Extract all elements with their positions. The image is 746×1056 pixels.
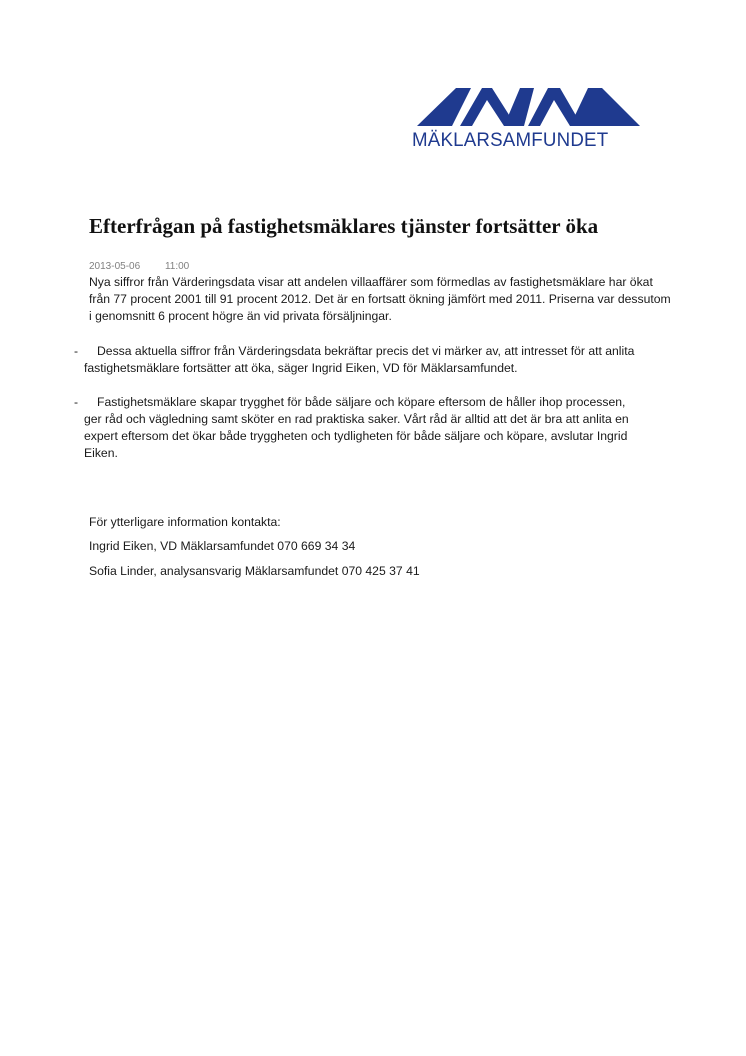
logo-wordmark: MÄKLARSAMFUNDET xyxy=(412,129,609,151)
article-meta xyxy=(89,261,189,273)
contact-line: Sofia Linder, analysansvarig Mäklarsamfundet 070 425 37 41 xyxy=(89,564,420,578)
contact-line: Ingrid Eiken, VD Mäklarsamfundet 070 669 34 34 xyxy=(89,539,356,553)
roofs-logo-icon xyxy=(412,86,644,130)
maklarsamfundet-logo xyxy=(412,86,644,156)
quote-bullet-1-text: Dessa aktuella siffror från Värderingsdata bekräftar precis det vi märker av, att intresset för att anlita fastighetsmäklare fortsätter att öka, säger Ingrid Eiken, VD för Mäklarsamfundet. xyxy=(84,344,635,375)
article-title: Efterfrågan på fastighetsmäklares tjänster fortsätter öka xyxy=(89,214,599,238)
article-time: 11:00 xyxy=(164,261,190,272)
quote-bullet-2-text: Fastighetsmäklare skapar trygghet för både säljare och köpare eftersom de håller ihop processen, ger råd och vägledning samt sköter en rad praktiska saker. Vårt råd är alltid att det är bra att anlita en expert eftersom det ökar både tryggheten och tydligheten för både säljare och köpare, avslutar Ingrid Eiken. xyxy=(84,395,629,460)
contact-heading: För ytterligare information kontakta: xyxy=(89,515,281,529)
bullet-dash: - xyxy=(74,344,79,358)
article-intro: Nya siffror från Värderingsdata visar att andelen villaaffärer som förmedlas av fastighetsmäklare har ökat från 77 procent 2001 till 91 procent 2012. Det är en fortsatt ökning jämfört med 2011. Priserna var dessutom i genomsnitt 6 procent högre än vid privata försäljningar. xyxy=(89,275,671,323)
bullet-dash: - xyxy=(74,395,79,409)
article-date: 2013-05-06 xyxy=(89,261,141,272)
